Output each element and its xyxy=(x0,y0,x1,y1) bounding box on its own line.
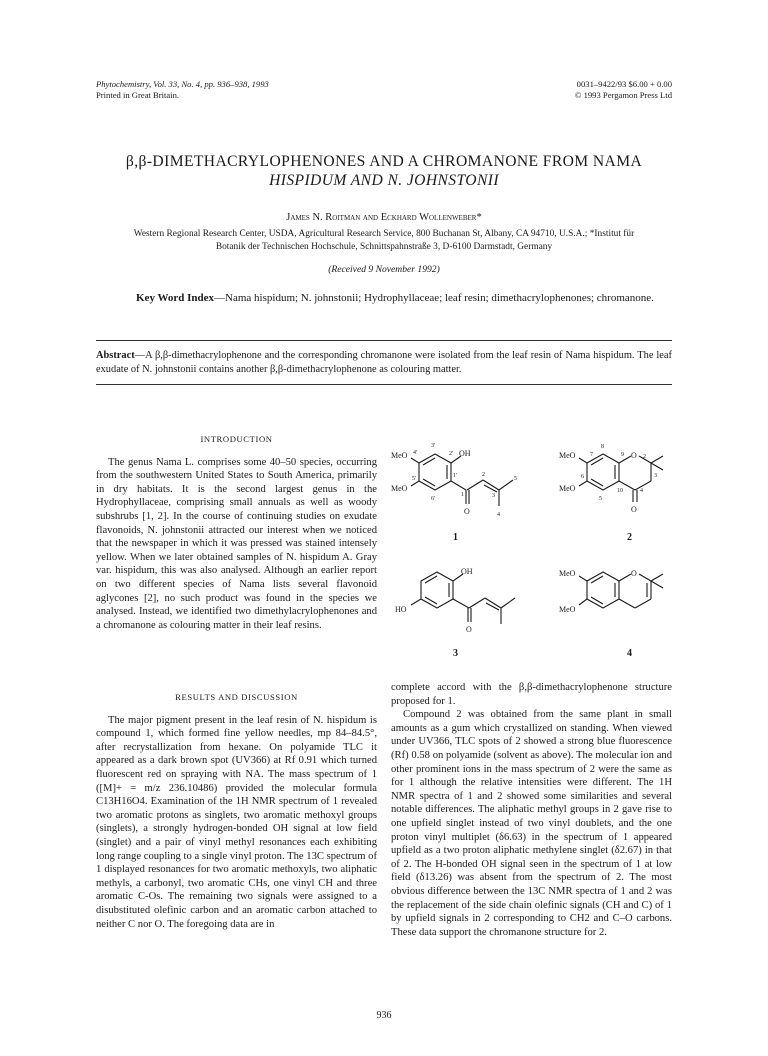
s1-pos-1p: 1' xyxy=(453,473,458,479)
s2-meo-left: MeO xyxy=(559,484,576,493)
s3-number: 3 xyxy=(453,648,458,659)
s2-o-ring: O xyxy=(631,451,637,460)
s1-pos-1: 1 xyxy=(461,492,464,498)
intro-section xyxy=(96,433,377,632)
issn-code: 0031–9422/93 $6.00 + 0.00 xyxy=(576,79,672,89)
page-number: 936 xyxy=(376,1010,392,1021)
s1-pos-3p: 3' xyxy=(431,443,436,449)
title-line-1: β,β-DIMETHACRYLOPHENONES AND A CHROMANONE FROM NAMA xyxy=(125,153,643,170)
rule-top xyxy=(96,340,672,341)
s1-pos-2: 2 xyxy=(482,472,485,478)
copyright-note: © 1993 Pergamon Press Ltd xyxy=(574,90,672,100)
publisher-header xyxy=(575,79,672,101)
s1-meo-left: MeO xyxy=(391,484,408,493)
s1-number: 1 xyxy=(453,532,458,543)
s2-pos-6: 6 xyxy=(581,474,584,480)
right-paragraph-1: complete accord with the β,β-dimethacrylophenone structure proposed for 1. xyxy=(391,682,672,707)
received-date: (Received 9 November 1992) xyxy=(328,264,440,275)
rule-bottom xyxy=(96,384,672,385)
s1-pos-5: 5 xyxy=(514,476,517,482)
s2-pos-3: 3 xyxy=(654,473,657,479)
s1-pos-4p: 4' xyxy=(413,450,418,456)
s4-o-ring: O xyxy=(631,569,637,578)
results-section xyxy=(96,691,377,931)
s2-o: O xyxy=(631,505,637,514)
affiliation-line-2: Botanik der Technischen Hochschule, Schnittspahnstraße 3, D-6100 Darmstadt, Germany xyxy=(215,242,553,252)
s2-pos-10: 10 xyxy=(617,488,623,494)
s1-pos-6p: 6' xyxy=(431,496,436,502)
affiliation xyxy=(90,228,678,254)
affiliation-line-1: Western Regional Research Center, USDA, Agricultural Research Service, 800 Buchanan St, Albany, CA 94710, U.S.A.; *Institut für xyxy=(133,229,635,239)
s2-pos-7: 7 xyxy=(590,452,593,458)
s2-number: 2 xyxy=(627,532,632,543)
s2-pos-8: 8 xyxy=(601,444,604,450)
s1-pos-2p: 2' xyxy=(449,451,454,457)
authors: James N. Roitman and Eckhard Wollenweber* xyxy=(286,212,482,223)
s2-pos-2: 2 xyxy=(643,454,646,460)
s1-pos-3: 3 xyxy=(492,493,495,499)
s1-meo-top: MeO xyxy=(391,451,408,460)
s2-meo-top: MeO xyxy=(559,451,576,460)
journal-citation: Phytochemistry, Vol. 33, No. 4, pp. 936–938, 1993 xyxy=(96,79,269,89)
results-paragraph: The major pigment present in the leaf resin of N. hispidum is compound 1, which formed fine yellow needles, mp 84–84.5°, after recrystallization from hexane. On polyamide TLC it appeared as a dark brown spot (UV366) at Rf 0.91 which turned fluorescent red on spraying with NA. The mass spectrum of 1 ([M]+ = m/z 236.10486) provided the molecular formula C13H16O4. Examination of the 1H NMR spectrum of 1 revealed two aromatic protons as singlets, two aromatic methoxyl groups (singlets), a strongly hydrogen-bonded OH signal at low field (singlet) and a pair of vinyl methyl resonances each exhibiting long range coupling to a single vinyl proton. The 13C spectrum of 1 displayed resonances for two aromatic methoxyls, two aliphatic methyls, a carbonyl, two aromatic CHs, one vinyl CH and three aromatic C-Os. The remaining two signals were assigned to a disubstituted olefinic carbon and an aromatic carbon attached to neither C nor O. The foregoing data are in xyxy=(96,714,377,930)
s1-o: O xyxy=(464,507,470,516)
abstract xyxy=(96,349,672,377)
chemical-structures xyxy=(391,434,672,670)
intro-heading: INTRODUCTION xyxy=(200,434,273,444)
intro-paragraph: The genus Nama L. comprises some 40–50 species, occurring from the southwestern United States to South America, primarily in dry habitats. It is the second largest genus in the Hydrophyllaceae, comprising small annuals as well as woody subshrubs [1, 2]. In the course of continuing studies on exudate flavonoids, N. johnstonii attracted our interest when we noticed that the newspaper in which it was pressed was stained intensely yellow. When we later obtained samples of N. hispidum A. Gray var. hispidum, this was also analysed. Although an earlier report on two different species of Nama lists several flavonoid aglycones [2], no such product was found in the species we analysed. Instead, we identified two dimethylacrylophenones and a chromanone as colouring matter in their leaf resins. xyxy=(96,456,377,631)
journal-header xyxy=(96,79,269,101)
s2-pos-5: 5 xyxy=(599,496,602,502)
title-line-2: HISPIDUM AND N. JOHNSTONII xyxy=(269,172,499,189)
keywords-label: Key Word Index xyxy=(136,292,215,304)
abstract-text: —A β,β-dimethacrylophenone and the corresponding chromanone were isolated from the leaf resin of Nama hispidum. The leaf exudate of N. johnstonii contains another β,β-dimethacrylophenone as colouring matter. xyxy=(96,350,672,375)
s4-meo-top: MeO xyxy=(559,569,576,578)
paper-title xyxy=(80,152,688,190)
s1-pos-4: 4 xyxy=(497,512,500,518)
s1-oh: OH xyxy=(459,449,471,458)
printed-note: Printed in Great Britain. xyxy=(96,90,180,100)
s2-pos-4: 4 xyxy=(640,488,643,494)
s3-oh: OH xyxy=(461,567,473,576)
s3-o: O xyxy=(466,625,472,634)
right-paragraph-2: Compound 2 was obtained from the same plant in small amounts as a gum which crystallized on standing. When viewed under UV366, TLC spots of 2 showed a strong blue fluorescence (Rf) 0.58 on polyamide (solvent as above). The molecular ion and other prominent ions in the mass spectrum of 2 were the same as for 1 although the relative intensities were different. The 1H NMR spectra of 1 and 2 showed some similarities and several notable differences. The aliphatic methyl groups in 2 gave rise to one upfield singlet instead of two vinyl doublets, and the one proton vinyl multiplet (δ6.63) in the spectrum of 1 appeared upfield as a two proton aliphatic methylene singlet (δ2.67) in that of 2. The H-bonded OH signal seen in the spectrum of 1 at low field (δ13.26) was absent from the spectrum of 2. The most obvious difference between the 13C NMR spectra of 1 and 2 was the replacement of the side chain olefinic signals (CH and C) of 1 by upfield signals in 2 corresponding to CH2 and C–O carbons. These data support the chromanone structure for 2. xyxy=(391,709,672,938)
structures-figure xyxy=(391,434,672,670)
s2-pos-9: 9 xyxy=(621,452,624,458)
results-heading: RESULTS AND DISCUSSION xyxy=(175,692,298,702)
right-column-text xyxy=(391,681,672,939)
keywords xyxy=(136,291,672,305)
s3-ho: HO xyxy=(395,605,407,614)
abstract-label: Abstract xyxy=(96,350,135,361)
s1-pos-5p: 5' xyxy=(412,476,417,482)
keywords-text: —Nama hispidum; N. johnstonii; Hydrophyllaceae; leaf resin; dimethacrylophenones; chromanone. xyxy=(214,292,654,304)
s4-number: 4 xyxy=(627,648,632,659)
s4-meo-left: MeO xyxy=(559,605,576,614)
